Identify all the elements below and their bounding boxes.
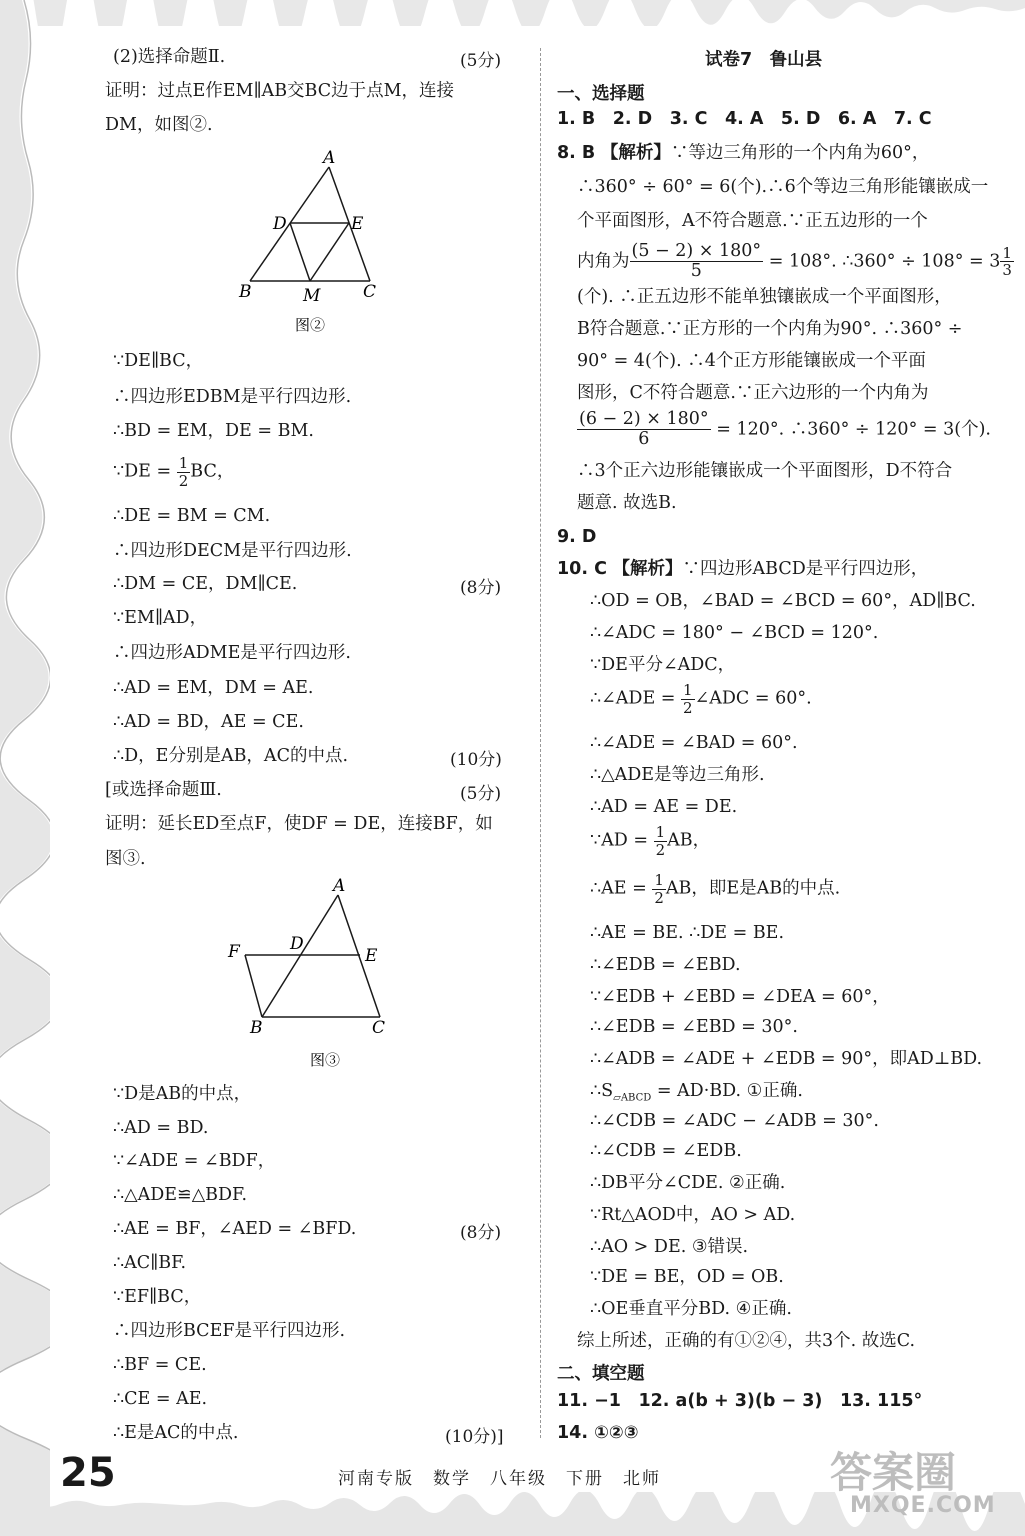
left-line-2: 证明：过点E作EM∥AB交BC边于点M，连接	[105, 81, 455, 101]
q8-line-6: B符合题意.∵正方形的一个内角为90°. ∴360° ÷	[577, 319, 963, 339]
left-line-21: ∵∠ADE = ∠BDF，	[113, 1151, 276, 1171]
q8-line-3: 个平面图形，A不符合题意.∵正五边形的一个	[577, 211, 928, 231]
fill-answers-row: 11. −1 12. a(b + 3)(b − 3) 13. 115°	[557, 1391, 923, 1411]
q10-line-8: ∴AD = AE = DE.	[590, 797, 738, 817]
left-line-27: ∴BF = CE.	[113, 1355, 207, 1375]
q10-line-11: ∴AE = BE. ∴DE = BE.	[590, 923, 785, 943]
q8-line-2: ∴360° ÷ 60° = 6(个).∴6个等边三角形能镶嵌成一	[577, 177, 989, 197]
q10-line-16: $\therefore S_{▱ABCD} = AD\cdot BD$. ①正确.	[590, 1081, 803, 1104]
q10-line-4: ∵DE平分∠ADC，	[590, 655, 736, 675]
q10-line-10: ∴AE = $\frac{1}{2}$ AB，即E是AB的中点.	[590, 871, 841, 907]
q8-line-1: 8. B 【解析】∵等边三角形的一个内角为60°，	[557, 143, 930, 163]
fig3-label-c: C	[372, 1018, 386, 1038]
fig3-caption: 图③	[310, 1051, 341, 1069]
left-line-22: ∴△ADE≌△BDF.	[113, 1185, 248, 1205]
left-line-12: ∴四边形ADME是平行四边形.	[113, 643, 351, 663]
q9-answer: 9. D	[557, 527, 597, 547]
q8-line-9: $\frac{(6 - 2) \times 180^\circ}{6}$ = 120°. ∴360° ÷ 120° = 3(个).	[579, 409, 991, 450]
left-line-15: ∴D，E分别是AB，AC的中点.	[113, 746, 349, 766]
q10-line-24: 综上所述，正确的有①②④，共3个. 故选C.	[577, 1331, 916, 1351]
left-line-20: ∴AD = BD.	[113, 1118, 209, 1138]
left-line-7: ∵DE = $\frac{1}{2}$ BC，	[113, 454, 235, 490]
fig3-label-d: D	[290, 934, 304, 954]
fig2-label-a: A	[323, 148, 336, 168]
left-line-23: ∴AE = BF，∠AED = ∠BFD.	[113, 1219, 357, 1239]
q10-line-2: ∴OD = OB，∠BAD = ∠BCD = 60°，AD∥BC.	[590, 591, 976, 611]
section-fill: 二、填空题	[557, 1364, 645, 1384]
left-line-29: ∴E是AC的中点.	[113, 1423, 239, 1443]
q10-line-1: 10. C 【解析】∵四边形ABCD是平行四边形，	[557, 559, 929, 579]
q8-line-4: 内角为 $\frac{(5 - 2) \times 180^\circ}{5}$ = 108°. ∴360° ÷ 108° = 3 $\frac{1}{3}$	[577, 241, 1012, 282]
score-10-b: (10分)]	[445, 1427, 504, 1447]
watermark-logo: 答案圈	[830, 1448, 957, 1497]
q10-line-15: ∴∠ADB = ∠ADE + ∠EDB = 90°，即AD⊥BD.	[590, 1049, 983, 1069]
left-line-8: ∴DE = BM = CM.	[113, 506, 271, 526]
left-line-26: ∴四边形BCEF是平行四边形.	[113, 1321, 346, 1341]
figure-3	[220, 875, 400, 1075]
fig2-caption: 图②	[295, 316, 326, 334]
q8-line-8: 图形，C不符合题意.∵正六边形的一个内角为	[577, 383, 929, 403]
left-line-10: ∴DM = CE，DM∥CE.	[113, 574, 298, 594]
left-line-11: ∵EM∥AD，	[113, 608, 208, 628]
left-line-24: ∴AC∥BF.	[113, 1253, 187, 1273]
q10-line-9: ∵AD = $\frac{1}{2}$ AB，	[590, 823, 711, 859]
q8-line-5: (个). ∴正五边形不能单独镶嵌成一个平面图形，	[577, 287, 952, 307]
left-line-18: 图③.	[105, 849, 146, 869]
left-line-5: ∴四边形EDBM是平行四边形.	[113, 387, 352, 407]
column-divider	[540, 48, 541, 1438]
exam-title: 试卷7 鲁山县	[705, 50, 823, 70]
left-line-17: 证明：延长ED至点F，使DF = DE，连接BF，如	[105, 814, 493, 834]
section-choice: 一、选择题	[557, 84, 645, 104]
q10-line-14: ∴∠EDB = ∠EBD = 30°.	[590, 1017, 798, 1037]
watermark-url: MXQE.COM	[850, 1493, 996, 1518]
left-line-3: DM，如图②.	[105, 115, 213, 135]
torn-left-edge	[0, 0, 50, 1536]
q10-line-23: ∴OE垂直平分BD. ④正确.	[590, 1299, 792, 1319]
fig2-label-m: M	[303, 286, 321, 306]
score-5-b: (5分)	[460, 784, 502, 804]
figure-2	[225, 145, 385, 335]
fig2-label-d: D	[273, 214, 287, 234]
q10-line-12: ∴∠EDB = ∠EBD.	[590, 955, 741, 975]
choice-answers: 1. B 2. D 3. C 4. A 5. D 6. A 7. C	[557, 109, 932, 129]
fig2-label-b: B	[239, 282, 252, 302]
q10-line-3: ∴∠ADC = 180° − ∠BCD = 120°.	[590, 623, 879, 643]
q10-line-13: ∵∠EDB + ∠EBD = ∠DEA = 60°，	[590, 987, 890, 1007]
q10-line-5: ∴∠ADE = $\frac{1}{2}$ ∠ADC = 60°.	[590, 681, 812, 717]
q8-line-10: ∴3个正六边形能镶嵌成一个平面图形，D不符合	[577, 461, 953, 481]
fig3-label-b: B	[250, 1018, 263, 1038]
q10-line-19: ∴DB平分∠CDE. ②正确.	[590, 1173, 786, 1193]
score-5-a: (5分)	[460, 51, 502, 71]
fig3-label-a: A	[333, 876, 346, 896]
fig3-label-f: F	[228, 942, 240, 962]
left-line-13: ∴AD = EM，DM = AE.	[113, 678, 314, 698]
q10-line-6: ∴∠ADE = ∠BAD = 60°.	[590, 733, 798, 753]
footer-text: 河南专版 数学 八年级 下册 北师	[338, 1469, 661, 1489]
left-line-28: ∴CE = AE.	[113, 1389, 208, 1409]
left-line-6: ∴BD = EM，DE = BM.	[113, 421, 314, 441]
fig2-label-c: C	[363, 282, 377, 302]
left-line-4: ∵DE∥BC，	[113, 351, 204, 371]
left-line-19: ∵D是AB的中点，	[113, 1084, 252, 1104]
fig2-label-e: E	[351, 214, 364, 234]
torn-top-edge	[0, 0, 1025, 26]
left-line-14: ∴AD = BD，AE = CE.	[113, 712, 304, 732]
q8-line-11: 题意. 故选B.	[577, 493, 677, 513]
q10-line-7: ∴△ADE是等边三角形.	[590, 765, 765, 785]
q14-answer: 14. ①②③	[557, 1423, 639, 1443]
q10-line-20: ∵Rt△AOD中，AO > AD.	[590, 1205, 796, 1225]
page-number: 25	[60, 1450, 116, 1496]
q10-line-22: ∵DE = BE，OD = OB.	[590, 1267, 784, 1287]
score-10-a: (10分)	[450, 750, 502, 770]
q8-line-7: 90° = 4(个). ∴4个正方形能镶嵌成一个平面	[577, 351, 926, 371]
score-8-a: (8分)	[460, 578, 502, 598]
left-line-9: ∴四边形DECM是平行四边形.	[113, 541, 352, 561]
left-line-1: (2)选择命题Ⅱ.	[113, 47, 226, 67]
q10-line-21: ∴AO > DE. ③错误.	[590, 1237, 749, 1257]
score-8-b: (8分)	[460, 1223, 502, 1243]
q10-line-18: ∴∠CDB = ∠EDB.	[590, 1141, 742, 1161]
left-line-16: [或选择命题Ⅲ.	[105, 780, 222, 800]
left-line-25: ∵EF∥BC，	[113, 1287, 202, 1307]
q10-line-17: ∴∠CDB = ∠ADC − ∠ADB = 30°.	[590, 1111, 879, 1131]
fig3-label-e: E	[365, 946, 378, 966]
